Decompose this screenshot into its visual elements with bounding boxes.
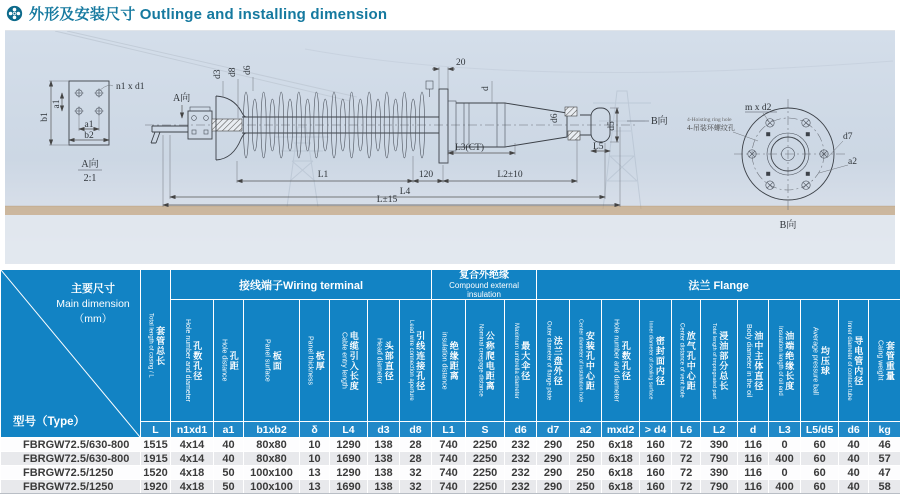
value-cell: 1290 — [330, 438, 368, 452]
value-cell: 250 — [570, 452, 602, 466]
value-cell: 50 — [214, 466, 244, 480]
corner-cell — [1, 270, 141, 438]
sub-header: n1xd1 — [171, 422, 214, 438]
value-cell: 72 — [672, 466, 701, 480]
value-cell: 47 — [869, 466, 900, 480]
value-cell: 80x80 — [244, 452, 300, 466]
value-cell: 0 — [769, 466, 801, 480]
group-flange: 法兰 Flange — [537, 270, 900, 300]
value-cell: 58 — [869, 480, 900, 494]
sub-header: L6 — [672, 422, 701, 438]
label-b-direction: B向 — [651, 114, 668, 127]
table-row — [1, 452, 900, 466]
sub-header: L4 — [330, 422, 368, 438]
value-cell: 138 — [368, 480, 400, 494]
value-cell: 250 — [570, 466, 602, 480]
value-cell: 290 — [537, 438, 570, 452]
value-cell: 116 — [738, 438, 769, 452]
sub-header: δ — [300, 422, 330, 438]
label-d7: d7 — [843, 132, 853, 142]
spec-table — [0, 269, 900, 494]
label-d5: d5 — [607, 121, 617, 131]
label-l2: L2±10 — [497, 170, 523, 180]
value-cell: 32 — [400, 466, 432, 480]
label-l3ct: L3(CT) — [455, 142, 484, 153]
value-cell: 6x18 — [602, 480, 640, 494]
value-cell: 13 — [300, 466, 330, 480]
col-header-a1: Hole distance 孔距 — [214, 300, 244, 422]
value-cell: 6x18 — [602, 466, 640, 480]
value-cell: 4x14 — [171, 438, 214, 452]
sub-header: a2 — [570, 422, 602, 438]
label-a1-horizontal: a1 — [85, 120, 94, 130]
type-cell: FBRGW72.5/1250 — [1, 466, 141, 480]
value-cell: 1290 — [330, 466, 368, 480]
value-cell: 60 — [801, 452, 839, 466]
value-cell: 250 — [570, 438, 602, 452]
value-cell: 116 — [738, 466, 769, 480]
label-d6-umbrella: d6 — [243, 65, 253, 75]
col-header-L5d5: Average pressure ball 均压球 — [801, 300, 839, 422]
value-cell: 40 — [839, 466, 869, 480]
value-cell: 40 — [839, 480, 869, 494]
label-l4: L4 — [400, 187, 411, 197]
col-header-S: Nominal creepage distance 公称爬电距离 — [466, 300, 505, 422]
sub-header: L1 — [432, 422, 466, 438]
value-cell: 116 — [738, 480, 769, 494]
value-cell: 60 — [801, 466, 839, 480]
value-cell: 232 — [505, 452, 537, 466]
tower-silhouette — [275, 127, 329, 207]
sub-header: b1xb2 — [244, 422, 300, 438]
label-d3: d3 — [213, 69, 223, 79]
label-a2: a2 — [848, 157, 857, 167]
label-b1: b1 — [40, 112, 50, 122]
value-cell: 740 — [432, 452, 466, 466]
sub-header: d6 — [505, 422, 537, 438]
value-cell: 250 — [570, 480, 602, 494]
label-n1xd1: n1 x d1 — [116, 82, 145, 92]
sub-header: mxd2 — [602, 422, 640, 438]
label-b2: b2 — [84, 131, 94, 141]
value-cell: 0 — [769, 438, 801, 452]
value-cell: 1690 — [330, 480, 368, 494]
value-cell: 1915 — [141, 452, 171, 466]
value-cell: 72 — [672, 480, 701, 494]
value-cell: 13 — [300, 480, 330, 494]
col-header-L2: Total length of impregnated part 浸油部分总长 — [701, 300, 738, 422]
table-row — [1, 466, 900, 480]
value-cell: 232 — [505, 438, 537, 452]
col-header-: Panel thickness 板厚 — [300, 300, 330, 422]
sub-header: kg — [869, 422, 900, 438]
col-header-b1xb2: Panel surface 板面 — [244, 300, 300, 422]
main-view — [145, 58, 668, 207]
a-view-detail — [40, 81, 145, 184]
value-cell: 400 — [769, 452, 801, 466]
value-cell: 6x18 — [602, 452, 640, 466]
col-header-d6: Inner diameter of contact tube 导电管内径 — [839, 300, 869, 422]
col-header-d: Body diameter in the oil 油中主体直径 — [738, 300, 769, 422]
value-cell: 28 — [400, 452, 432, 466]
value-cell: 2250 — [466, 438, 505, 452]
sub-header: d8 — [400, 422, 432, 438]
value-cell: 1520 — [141, 466, 171, 480]
sub-header: L — [141, 422, 171, 438]
value-cell: 740 — [432, 480, 466, 494]
value-cell: 1920 — [141, 480, 171, 494]
value-cell: 4x14 — [171, 452, 214, 466]
col-header-d6: Maximum umbrella diameter 最大伞径 — [505, 300, 537, 422]
value-cell: 390 — [701, 438, 738, 452]
sub-header: d7 — [537, 422, 570, 438]
sub-header: a1 — [214, 422, 244, 438]
sub-header: d — [738, 422, 769, 438]
label-a-direction: A向 — [173, 91, 190, 104]
col-header-d8: Lead wire connection aperture 引线连接孔径 — [400, 300, 432, 422]
group-wiring-terminal: 接线端子Wiring terminal — [171, 270, 432, 300]
value-cell: 740 — [432, 438, 466, 452]
value-cell: 72 — [672, 438, 701, 452]
value-cell: 57 — [869, 452, 900, 466]
value-cell: 232 — [505, 480, 537, 494]
value-cell: 50 — [214, 480, 244, 494]
value-cell: 290 — [537, 466, 570, 480]
flower-badge-icon — [6, 5, 23, 22]
type-cell: FBRGW72.5/630-800 — [1, 438, 141, 452]
label-l1: L1 — [318, 170, 329, 180]
col-header-mxd2: Hole number and diameter 孔数孔径 — [602, 300, 640, 422]
type-cell: FBRGW72.5/630-800 — [1, 452, 141, 466]
outline-drawing — [5, 31, 895, 264]
value-cell: 1690 — [330, 452, 368, 466]
label-hoisting-hole-zh: 4-吊装环螺纹孔 — [687, 123, 735, 132]
label-view-b: B向 — [780, 218, 797, 231]
sub-header: > d4 — [640, 422, 672, 438]
value-cell: 2250 — [466, 452, 505, 466]
label-dim-120: 120 — [419, 170, 434, 180]
value-cell: 400 — [769, 480, 801, 494]
photo-background — [5, 31, 895, 264]
value-cell: 32 — [400, 480, 432, 494]
value-cell: 4x18 — [171, 466, 214, 480]
type-cell: FBRGW72.5/1250 — [1, 480, 141, 494]
value-cell: 46 — [869, 438, 900, 452]
value-cell: 160 — [640, 452, 672, 466]
value-cell: 290 — [537, 480, 570, 494]
value-cell: 160 — [640, 480, 672, 494]
sub-header: L2 — [701, 422, 738, 438]
label-l5: L5 — [593, 142, 604, 152]
col-header-d7: Outer diameter of flange plate 法兰盘外径 — [537, 300, 570, 422]
value-cell: 160 — [640, 466, 672, 480]
value-cell: 40 — [214, 452, 244, 466]
value-cell: 28 — [400, 438, 432, 452]
col-header-L3: Insulation length of oil end 油端绝缘长度 — [769, 300, 801, 422]
label-d8: d8 — [228, 67, 238, 77]
value-cell: 2250 — [466, 480, 505, 494]
value-cell: 740 — [432, 466, 466, 480]
col-header-d4: Inner diameter of sealing surface 密封面内径 — [640, 300, 672, 422]
page-header — [0, 0, 900, 26]
col-header-a2: Center diameter of installation hole 安装孔中心距 — [570, 300, 602, 422]
group-compound-insulation: 复合外绝缘 Compound external insulation — [432, 270, 537, 300]
label-view-a: A向 — [81, 157, 98, 170]
value-cell: 160 — [640, 438, 672, 452]
table-body — [1, 438, 900, 494]
table-row — [1, 480, 900, 494]
col-header-n1xd1: Hole number and diameter 孔数孔径 — [171, 300, 214, 422]
value-cell: 232 — [505, 466, 537, 480]
sub-header: d3 — [368, 422, 400, 438]
col-header-total-length: Total length of casing / L 套管总长 — [141, 270, 171, 422]
col-header-d3: Head diameter 头部直径 — [368, 300, 400, 422]
col-header-L4: Cable entry length 电缆引入长度 — [330, 300, 368, 422]
value-cell: 60 — [801, 480, 839, 494]
value-cell: 138 — [368, 466, 400, 480]
table-row — [1, 438, 900, 452]
label-scale: 2:1 — [84, 173, 97, 184]
value-cell: 138 — [368, 438, 400, 452]
main-dimension-label: 主要尺寸 Main dimension （mm） — [45, 282, 141, 327]
value-cell: 10 — [300, 438, 330, 452]
value-cell: 100x100 — [244, 466, 300, 480]
col-header-L1: insulation distance 绝缘距离 — [432, 300, 466, 422]
value-cell: 2250 — [466, 466, 505, 480]
value-cell: 1515 — [141, 438, 171, 452]
value-cell: 790 — [701, 452, 738, 466]
sub-header: S — [466, 422, 505, 438]
sub-header: d6 — [839, 422, 869, 438]
value-cell: 60 — [801, 438, 839, 452]
label-d-body: d — [481, 86, 491, 91]
label-dim-20: 20 — [456, 58, 466, 68]
col-header-kg: Caing weight 套管重量 — [869, 300, 900, 422]
value-cell: 40 — [839, 452, 869, 466]
value-cell: 10 — [300, 452, 330, 466]
type-label: 型号（Type） — [13, 413, 85, 429]
value-cell: 40 — [214, 438, 244, 452]
label-l-total: L±15 — [377, 195, 398, 205]
drawing-panel — [5, 30, 895, 264]
value-cell: 100x100 — [244, 480, 300, 494]
label-mxd2: m x d2 — [745, 103, 772, 113]
label-d6-ring: d6 — [550, 113, 560, 123]
value-cell: 4x18 — [171, 480, 214, 494]
value-cell: 116 — [738, 452, 769, 466]
value-cell: 6x18 — [602, 438, 640, 452]
value-cell: 72 — [672, 452, 701, 466]
sub-header: L3 — [769, 422, 801, 438]
col-header-L6: Center distance of vent hole 放气孔中心距 — [672, 300, 701, 422]
page-title: 外形及安装尺寸 Outlinge and installing dimension — [29, 3, 387, 24]
label-a1-vertical: a1 — [52, 99, 62, 108]
value-cell: 80x80 — [244, 438, 300, 452]
value-cell: 790 — [701, 480, 738, 494]
value-cell: 390 — [701, 466, 738, 480]
value-cell: 40 — [839, 438, 869, 452]
sub-header: L5/d5 — [801, 422, 839, 438]
value-cell: 138 — [368, 452, 400, 466]
value-cell: 290 — [537, 452, 570, 466]
label-hoisting-hole-en: 4-Hoisting ring hole — [687, 117, 732, 123]
